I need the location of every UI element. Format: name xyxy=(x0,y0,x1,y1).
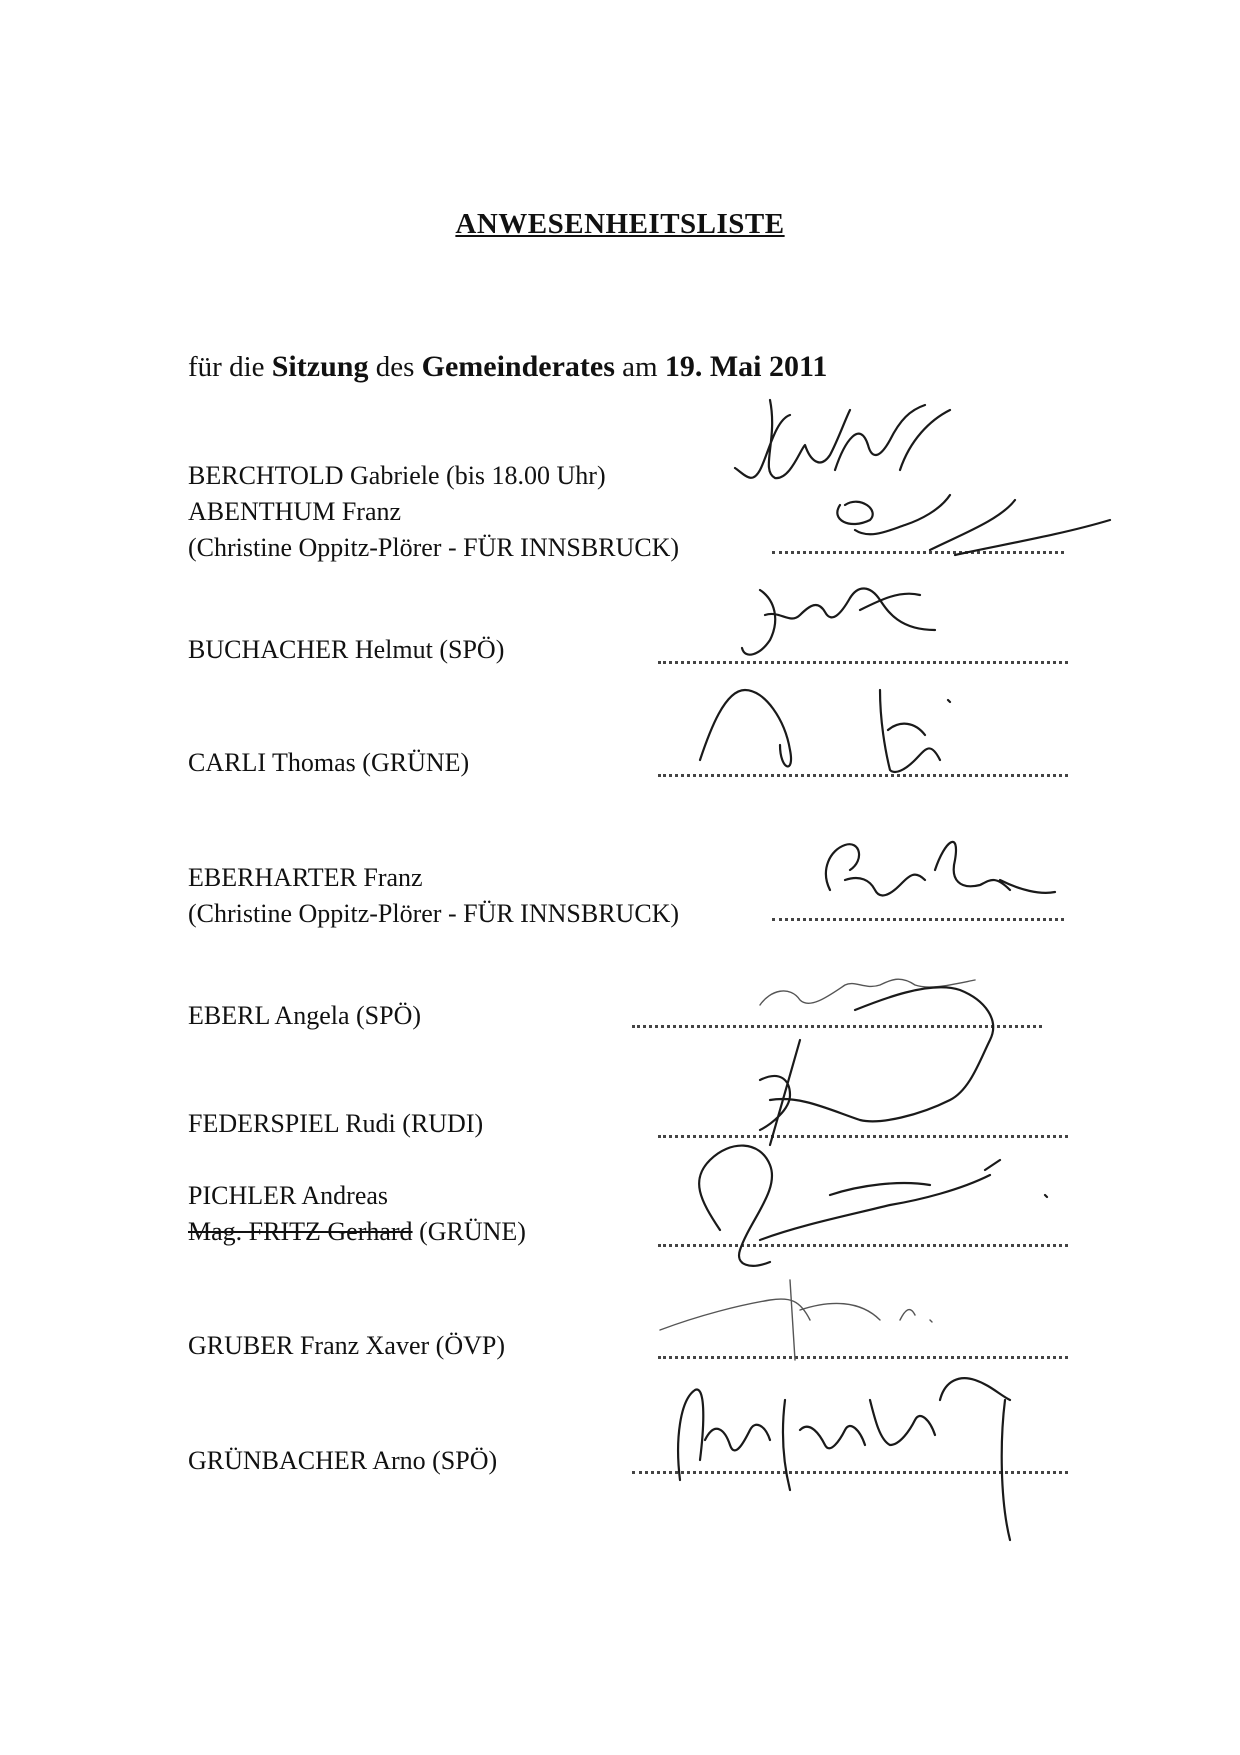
signature-gruenbacher xyxy=(678,1378,1010,1540)
signature-line xyxy=(772,910,1064,921)
attendee-name: FEDERSPIEL Rudi (RUDI) xyxy=(188,1109,484,1138)
signature-line xyxy=(658,766,1068,777)
attendee-name: CARLI Thomas (GRÜNE) xyxy=(188,748,470,777)
signature-federspiel xyxy=(760,987,993,1145)
signature-line xyxy=(632,1017,1042,1028)
attendee-name: PICHLER Andreas xyxy=(188,1181,389,1210)
attendee-proxy: (Christine Oppitz-Plörer - FÜR INNSBRUCK) xyxy=(188,533,680,562)
attendee-name: BUCHACHER Helmut (SPÖ) xyxy=(188,635,505,664)
attendee-entry-carli xyxy=(188,745,469,781)
attendee-entry-eberharter xyxy=(188,860,679,932)
struck-name: Mag. FRITZ Gerhard xyxy=(188,1217,413,1246)
signature-line xyxy=(658,1348,1068,1359)
attendee-name: ABENTHUM Franz xyxy=(188,497,402,526)
signature-carli xyxy=(700,690,950,772)
party-label: (GRÜNE) xyxy=(412,1217,526,1246)
attendee-proxy: (Christine Oppitz-Plörer - FÜR INNSBRUCK) xyxy=(188,899,680,928)
signature-pichler xyxy=(699,1146,1047,1266)
attendee-entry-pichler xyxy=(188,1178,526,1250)
attendee-name: GRUBER Franz Xaver (ÖVP) xyxy=(188,1331,506,1360)
signature-line xyxy=(772,543,1064,554)
signature-buchacher xyxy=(742,588,935,654)
attendee-entry-gruber xyxy=(188,1328,505,1364)
signature-line xyxy=(632,1463,1068,1474)
document-title: ANWESENHEITSLISTE xyxy=(455,208,785,240)
attendee-name: BERCHTOLD Gabriele (bis 18.00 Uhr) xyxy=(188,461,606,490)
signature-eberl xyxy=(760,979,975,1005)
attendee-name: EBERHARTER Franz xyxy=(188,863,423,892)
attendee-entry-buchacher xyxy=(188,632,504,668)
signature-line xyxy=(658,653,1068,664)
attendee-entry-federspiel xyxy=(188,1106,483,1142)
attendee-entry-berchtold xyxy=(188,458,679,566)
signature-berchtold xyxy=(735,400,950,478)
signature-line xyxy=(658,1127,1068,1138)
session-subtitle: für die Sitzung des Gemeinderates am 19. Mai 2011 xyxy=(188,350,828,383)
signature-line xyxy=(658,1236,1068,1247)
signature-eberharter xyxy=(826,842,1055,896)
attendee-name: GRÜNBACHER Arno (SPÖ) xyxy=(188,1446,498,1475)
attendee-entry-eberl xyxy=(188,998,421,1034)
attendee-entry-gruenbacher xyxy=(188,1443,497,1479)
attendee-name: EBERL Angela (SPÖ) xyxy=(188,1001,422,1030)
